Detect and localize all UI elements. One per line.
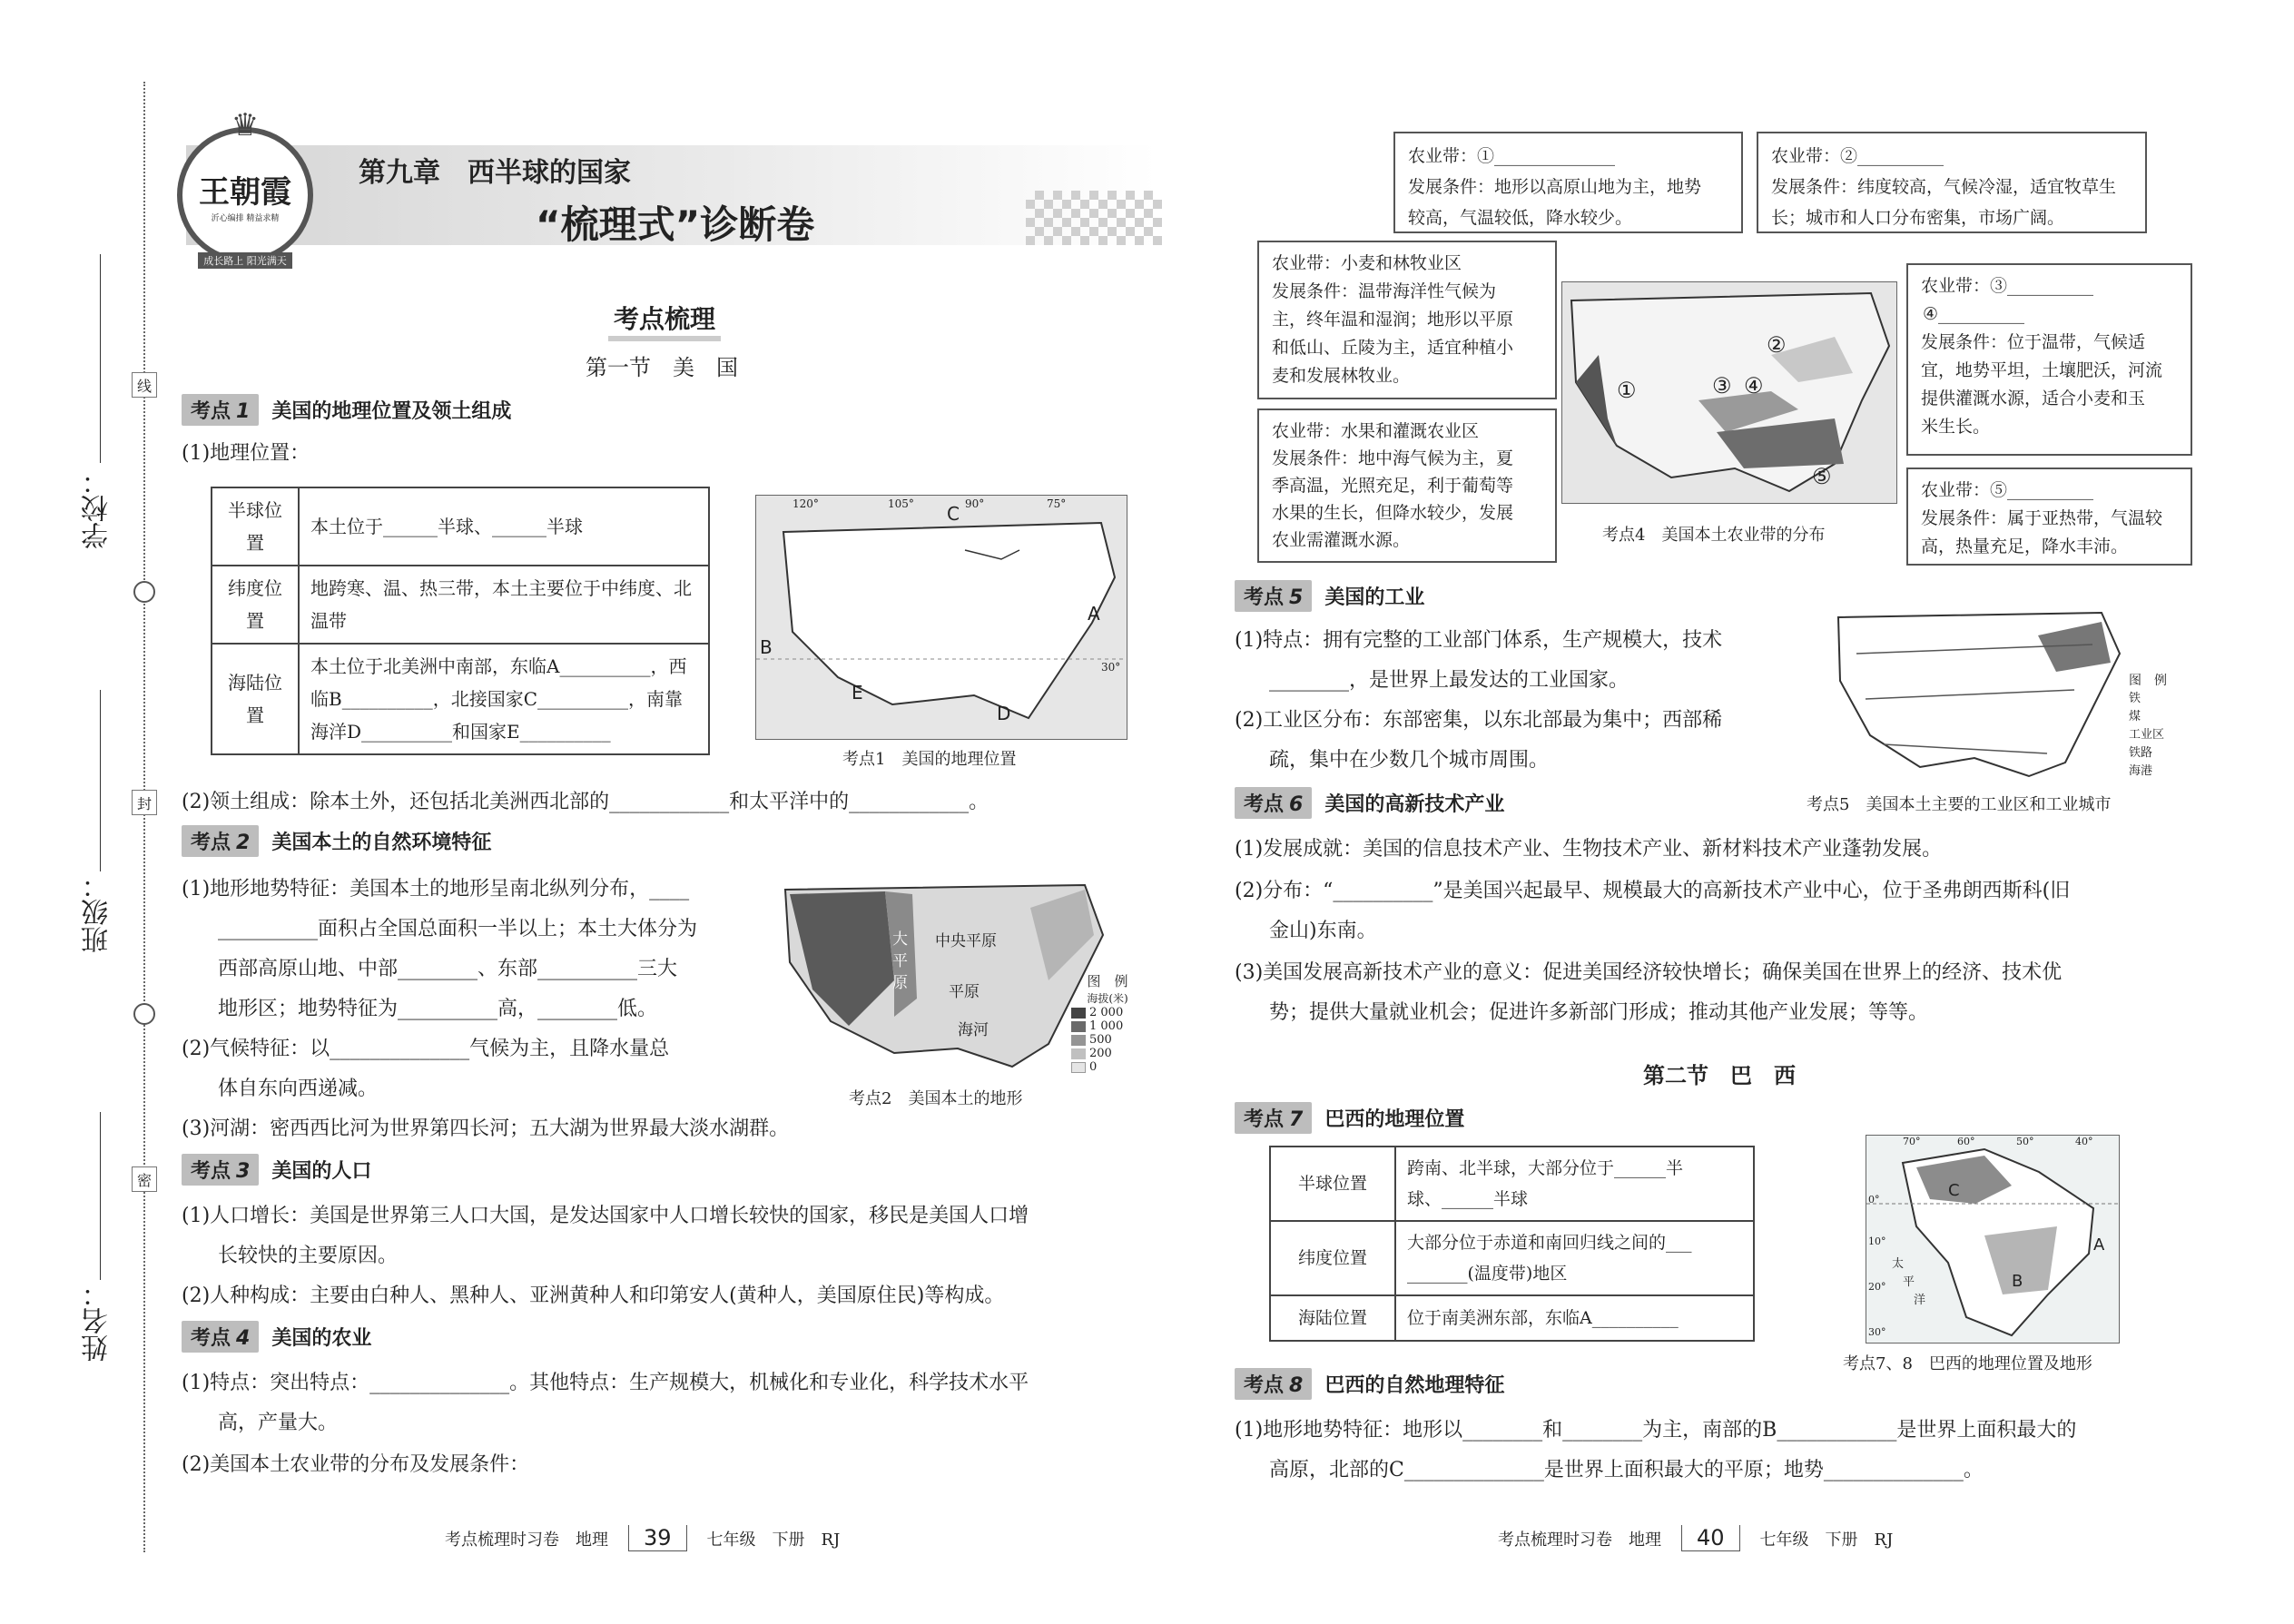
map1-caption: 考点1 美国的地理位置 xyxy=(842,750,1017,769)
industry-line-4: 疏，集中在少数几个城市周围。 xyxy=(1269,749,1550,772)
agri-box-2 xyxy=(1757,132,2147,233)
name-underline xyxy=(100,1112,101,1280)
terrain-line-4: 地形区；地势特征为__________高，________低。 xyxy=(218,998,658,1020)
box-line: 发展条件：地形以高原山地为主，地势 xyxy=(1408,177,1702,197)
school-underline xyxy=(100,254,101,463)
terrain-label: 海河 xyxy=(958,1021,989,1039)
k7-header xyxy=(1235,1103,1464,1132)
page-number: 40 xyxy=(1681,1525,1740,1551)
legend-item: 0 xyxy=(1071,1060,1144,1074)
lon-label: 75° xyxy=(1047,497,1067,510)
k6-title: 美国的高新技术产业 xyxy=(1324,792,1505,816)
pop-line-2: 长较快的主要原因。 xyxy=(218,1245,399,1267)
school-label: 学校： xyxy=(82,468,113,549)
pop-line-3: (2)人种构成：主要由白种人、黑种人、亚洲黄种人和印第安人(黄种人，美国原住民)等构成。 xyxy=(182,1284,1005,1307)
climate-line-1: (2)气候特征：以______________气候为主，且降水量总 xyxy=(182,1038,670,1060)
agri-box-1 xyxy=(1393,132,1743,233)
pop-line-1: (1)人口增长：美国是世界第三人口大国，是发达国家中人口增长较快的国家，移民是美国人口增 xyxy=(182,1205,1029,1227)
k4-tag: 考点 4 xyxy=(182,1321,259,1353)
box-line: 较高，气温较低，降水较少。 xyxy=(1408,208,1633,228)
brazil-lon: 70° xyxy=(1903,1136,1921,1147)
legend-item: 200 xyxy=(1071,1047,1144,1060)
brazil-lon: 40° xyxy=(2075,1136,2093,1147)
header-checker xyxy=(1026,191,1162,245)
k3-title: 美国的人口 xyxy=(271,1159,372,1183)
hitech-line-1: (1)发展成就：美国的信息技术产业、生物技术产业、新材料技术产业蓬勃发展。 xyxy=(1235,838,1943,861)
box-line: 发展条件：位于温带，气候适 xyxy=(1921,332,2146,352)
table-row xyxy=(1270,1221,1754,1295)
table-cell: 位于南美洲东部，东临A__________ xyxy=(1395,1295,1754,1341)
agri-label-1: ① xyxy=(1617,378,1637,403)
agri-box-3 xyxy=(1257,241,1557,399)
agri-box-5 xyxy=(1906,263,2192,456)
brazil-location-table xyxy=(1269,1146,1755,1342)
agri-line-2: 高，产量大。 xyxy=(218,1412,339,1434)
box-line: 农业带：①______________ xyxy=(1408,146,1616,166)
k8-tag: 考点 8 xyxy=(1235,1368,1312,1400)
table-header-cell: 海陆位置 xyxy=(212,644,299,754)
binding-circle-2 xyxy=(133,1003,155,1025)
terrain-label: 平原 xyxy=(949,983,980,1001)
map-label-d: D xyxy=(997,703,1011,724)
terrain-label-central-plain: 中央平原 xyxy=(935,932,997,950)
territory-line: (2)领土组成：除本土外，还包括北美洲西北部的____________和太平洋中的____________。 xyxy=(182,791,989,813)
k5-header xyxy=(1235,581,1424,610)
brazil-map-svg xyxy=(1866,1136,2120,1343)
crown-icon: ♛ xyxy=(231,107,260,143)
us-location-map xyxy=(755,495,1127,740)
map4-caption: 考点4 美国本土农业带的分布 xyxy=(1602,526,1826,545)
logo-sub1: 沂心编排 精益求精 xyxy=(211,214,280,223)
box-line: 发展条件：温带海洋性气候为 xyxy=(1272,281,1497,301)
table-cell: 本土位于北美洲中南部，东临A__________，西临B__________，北接国家C__________，南靠海洋D__________和国家E__________ xyxy=(299,644,709,754)
us-agriculture-map xyxy=(1561,281,1897,504)
terrain-line-3: 西部高原山地、中部________、东部__________三大 xyxy=(218,958,678,980)
us-terrain-map xyxy=(776,871,1112,1080)
terrain-label: 大 xyxy=(892,930,908,949)
legend-item: 海港 xyxy=(2129,764,2153,778)
brazil-lat: 0° xyxy=(1868,1194,1880,1206)
table-row xyxy=(1270,1295,1754,1341)
agri-label-4: ④ xyxy=(1744,373,1764,399)
brazil-line-1: (1)地形地势特征：地形以________和________为主，南部的B____________是世界上面积最大的 xyxy=(1235,1419,2077,1442)
footer-left xyxy=(445,1525,840,1551)
k1-tag: 考点 1 xyxy=(182,394,259,426)
agri-box-4 xyxy=(1257,408,1557,563)
k2-tag: 考点 2 xyxy=(182,825,259,857)
us-location-table xyxy=(211,487,710,755)
hitech-line-4: (3)美国发展高新技术产业的意义：促进美国经济较快增长；确保美国在世界上的经济、技术优 xyxy=(1235,961,2063,984)
box-line: 长；城市和人口分布密集，市场广阔。 xyxy=(1771,208,2065,228)
legend-item: 500 xyxy=(1071,1033,1144,1047)
brand-logo xyxy=(177,107,313,267)
section1-title: 第一节 美 国 xyxy=(586,355,738,380)
box-line: 发展条件：地中海气候为主，夏 xyxy=(1272,448,1514,468)
legend-item: 1 000 xyxy=(1071,1019,1144,1033)
legend-item: 铁路 xyxy=(2129,746,2153,760)
hitech-line-5: 势；提供大量就业机会；促进许多新部门形成；推动其他产业发展；等等。 xyxy=(1269,1001,1929,1024)
box-line: 提供灌溉水源，适合小麦和玉 xyxy=(1921,389,2146,408)
terrain-legend xyxy=(1071,971,1144,1074)
k4-title: 美国的农业 xyxy=(271,1326,372,1350)
lat-label: 30° xyxy=(1101,661,1121,674)
box-line: 和低山、丘陵为主，适宜种植小 xyxy=(1272,338,1514,358)
rivers-line: (3)河湖：密西西比河为世界第四长河；五大湖为世界最大淡水湖群。 xyxy=(182,1117,790,1140)
table-row xyxy=(212,644,709,754)
k7-tag: 考点 7 xyxy=(1235,1102,1312,1134)
logo-sub2: 成长路上 阳光满天 xyxy=(198,252,292,269)
table-header-cell: 海陆位置 xyxy=(1270,1295,1395,1341)
table-header-cell: 半球位置 xyxy=(212,487,299,566)
box-line: 农业带：⑤__________ xyxy=(1921,480,2094,500)
binding-line xyxy=(143,82,145,1552)
us-industry-map-svg xyxy=(1829,599,2129,781)
footer-text: 考点梳理时习卷 地理 xyxy=(445,1530,608,1550)
agri-label-2: ② xyxy=(1767,332,1787,358)
us-industry-map xyxy=(1829,599,2129,781)
box-line: 季高温，光照充足，利于葡萄等 xyxy=(1272,476,1514,496)
map-label-b: B xyxy=(760,636,773,658)
k1-header xyxy=(182,395,511,424)
seal-seal-mark: 封 xyxy=(132,790,157,815)
name-label: 姓名： xyxy=(82,1280,113,1362)
legend-title: 图 例 xyxy=(1087,973,1128,989)
brazil-lon: 50° xyxy=(2016,1136,2034,1147)
ocean-label: 平 xyxy=(1903,1275,1915,1289)
industry-line-1: (1)特点：拥有完整的工业部门体系，生产规模大，技术 xyxy=(1235,629,1723,652)
k3-header xyxy=(182,1155,371,1184)
table-header-cell: 纬度位置 xyxy=(1270,1221,1395,1295)
brazil-label-a: A xyxy=(2093,1235,2105,1255)
agri-box-6 xyxy=(1906,468,2192,566)
terrain-label: 平 xyxy=(892,952,908,970)
map2-caption: 考点2 美国本土的地形 xyxy=(849,1089,1023,1108)
box-line: 米生长。 xyxy=(1921,417,1991,437)
box-line: 农业需灌溉水源。 xyxy=(1272,530,1411,550)
class-underline xyxy=(100,690,101,871)
table-cell: 跨南、北半球，大部分位于______半 球、______半球 xyxy=(1395,1147,1754,1221)
page-number: 39 xyxy=(628,1525,687,1551)
table-header-cell: 纬度位置 xyxy=(212,566,299,644)
table-row xyxy=(1270,1147,1754,1221)
map-label-c: C xyxy=(947,503,960,525)
legend-item: 煤 xyxy=(2129,710,2141,723)
footer-text: 七年级 下册 RJ xyxy=(1759,1530,1894,1550)
box-line: ④__________ xyxy=(1923,304,2025,324)
table-row xyxy=(212,566,709,644)
box-line: 农业带：水果和灌溉农业区 xyxy=(1272,421,1480,441)
brazil-lat: 10° xyxy=(1868,1235,1886,1247)
map7-caption: 考点7、8 巴西的地理位置及地形 xyxy=(1843,1354,2092,1373)
brazil-lat: 20° xyxy=(1868,1281,1886,1293)
footer-text: 考点梳理时习卷 地理 xyxy=(1498,1530,1661,1550)
industry-line-3: (2)工业区分布：东部密集，以东北部最为集中；西部稀 xyxy=(1235,709,1723,732)
box-line: 宜，地势平坦，土壤肥沃，河流 xyxy=(1921,360,2163,380)
agri-label-5: ⑤ xyxy=(1812,464,1832,489)
legend-item: 铁 xyxy=(2129,692,2141,705)
box-line: 主，终年温和湿润；地形以平原 xyxy=(1272,310,1514,330)
k1-title: 美国的地理位置及领土组成 xyxy=(271,399,512,423)
k7-title: 巴西的地理位置 xyxy=(1324,1107,1465,1131)
brazil-lat: 30° xyxy=(1868,1326,1886,1338)
class-label: 班级： xyxy=(82,871,113,953)
hitech-line-3: 金山)东南。 xyxy=(1269,920,1377,942)
ocean-label: 太 xyxy=(1892,1257,1905,1271)
paper-title: “梳理式”诊断卷 xyxy=(536,202,815,247)
terrain-line-2: __________面积占全国总面积一半以上；本土大体分为 xyxy=(218,918,698,940)
legend-item: 2 000 xyxy=(1071,1006,1144,1019)
brazil-label-b: B xyxy=(2012,1272,2023,1291)
box-line: 发展条件：纬度较高，气候冷湿，适宜牧草生 xyxy=(1771,177,2117,197)
geo-pos-label: (1)地理位置： xyxy=(182,442,310,465)
brazil-line-2: 高原，北部的C______________是世界上面积最大的平原；地势______________。 xyxy=(1269,1459,1984,1481)
seal-line-mark: 线 xyxy=(132,372,157,398)
legend-item: 工业区 xyxy=(2129,728,2165,742)
box-line: 发展条件：属于亚热带，气温较 xyxy=(1921,508,2163,528)
us-terrain-map-svg xyxy=(776,871,1112,1080)
table-cell: 大部分位于赤道和南回归线之间的___ _______(温度带)地区 xyxy=(1395,1221,1754,1295)
k8-header xyxy=(1235,1369,1504,1398)
k6-tag: 考点 6 xyxy=(1235,787,1312,819)
climate-line-2: 体自东向西递减。 xyxy=(218,1078,379,1100)
k6-header xyxy=(1235,788,1504,817)
agri-line-3: (2)美国本土农业带的分布及发展条件： xyxy=(182,1453,530,1476)
industry-legend xyxy=(2129,672,2201,781)
terrain-label: 原 xyxy=(892,974,908,992)
logo-text: 王朝霞 xyxy=(199,174,291,211)
k4-header xyxy=(182,1322,371,1351)
hitech-line-2: (2)分布：“__________”是美国兴起最早、规模最大的高新技术产业中心，位于圣弗朗西斯科(旧 xyxy=(1235,880,2071,902)
brazil-lon: 60° xyxy=(1957,1136,1975,1147)
box-line: 农业带：小麦和林牧业区 xyxy=(1272,253,1462,273)
lon-label: 120° xyxy=(793,497,819,510)
agri-label-3: ③ xyxy=(1712,373,1732,399)
map5-caption: 考点5 美国本土主要的工业区和工业城市 xyxy=(1807,795,2112,814)
k2-title: 美国本土的自然环境特征 xyxy=(271,831,492,854)
legend-unit: 海拔(米) xyxy=(1087,992,1128,1005)
seal-secret-mark: 密 xyxy=(132,1166,157,1192)
industry-line-2: ________，是世界上最发达的工业国家。 xyxy=(1269,669,1629,692)
k3-tag: 考点 3 xyxy=(182,1154,259,1186)
lon-label: 105° xyxy=(888,497,914,510)
lon-label: 90° xyxy=(965,497,985,510)
box-line: 高，热量充足，降水丰沛。 xyxy=(1921,536,2129,556)
k5-tag: 考点 5 xyxy=(1235,580,1312,612)
k8-title: 巴西的自然地理特征 xyxy=(1324,1373,1505,1397)
brazil-label-c: C xyxy=(1948,1181,1960,1200)
table-cell: 地跨寒、温、热三带，本土主要位于中纬度、北温带 xyxy=(299,566,709,644)
table-row xyxy=(212,487,709,566)
binding-circle-1 xyxy=(133,581,155,603)
footer-text: 七年级 下册 RJ xyxy=(706,1530,841,1550)
terrain-line-1: (1)地形地势特征：美国本土的地形呈南北纵列分布，____ xyxy=(182,878,690,901)
table-cell: 本土位于______半球、______半球 xyxy=(299,487,709,566)
section-heading: 考点梳理 xyxy=(608,300,721,341)
box-line: 麦和发展林牧业。 xyxy=(1272,366,1411,386)
box-line: 农业带：③__________ xyxy=(1921,276,2094,296)
map-label-a: A xyxy=(1088,603,1100,625)
us-location-map-svg xyxy=(756,496,1127,740)
table-header-cell: 半球位置 xyxy=(1270,1147,1395,1221)
box-line: 农业带：②__________ xyxy=(1771,146,1944,166)
map-label-e: E xyxy=(852,682,863,704)
footer-right xyxy=(1498,1525,1893,1551)
ocean-label: 洋 xyxy=(1914,1294,1926,1307)
legend-title: 图 例 xyxy=(2129,674,2167,688)
brazil-map xyxy=(1866,1135,2120,1343)
agri-line-1: (1)特点：突出特点：______________。其他特点：生产规模大，机械化和专业化，科学技术水平 xyxy=(182,1372,1029,1394)
box-line: 水果的生长，但降水较少，发展 xyxy=(1272,503,1514,523)
chapter-title: 第九章 西半球的国家 xyxy=(359,157,631,189)
k5-title: 美国的工业 xyxy=(1324,586,1425,609)
section2-title: 第二节 巴 西 xyxy=(1643,1063,1796,1088)
k2-header xyxy=(182,826,491,855)
